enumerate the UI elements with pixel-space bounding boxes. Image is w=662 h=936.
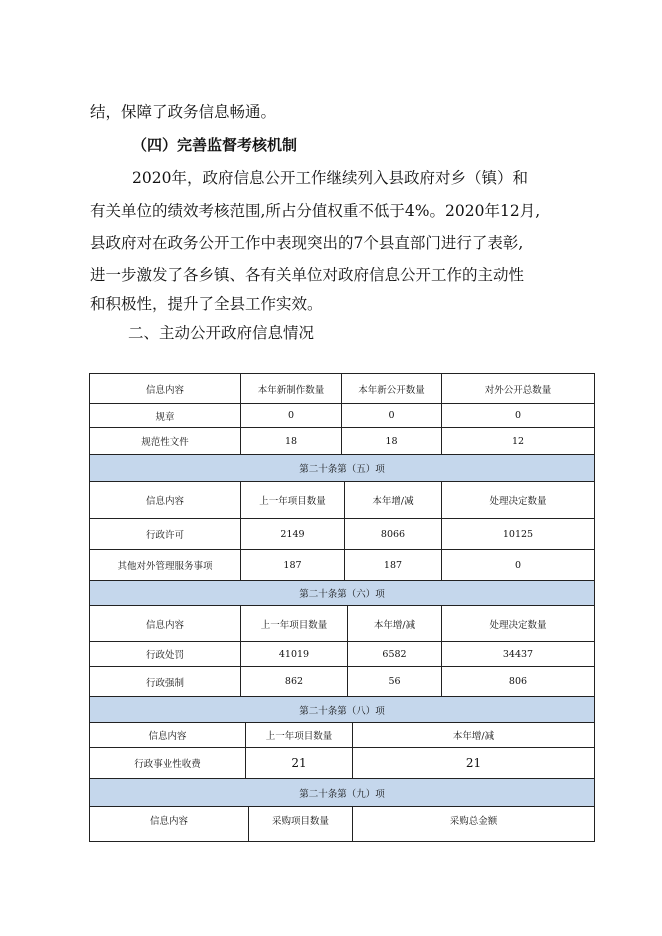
table-cell: 0 xyxy=(240,403,342,428)
table-header-cell: 上一年项目数量 xyxy=(245,722,353,748)
table-header-cell: 本年新制作数量 xyxy=(240,373,342,404)
table-header-cell: 信息内容 xyxy=(89,481,241,519)
table-header-cell: 处理决定数量 xyxy=(441,605,595,642)
table-cell: 34437 xyxy=(441,641,595,667)
section-heading-2: 二、主动公开政府信息情况 xyxy=(128,324,315,342)
table-header-cell: 本年增/减 xyxy=(347,605,442,642)
table-cell: 41019 xyxy=(240,641,348,667)
table-cell: 6582 xyxy=(347,641,442,667)
table-cell: 12 xyxy=(441,427,595,455)
table-header-cell: 处理决定数量 xyxy=(441,481,595,519)
table-cell: 0 xyxy=(441,549,595,581)
paragraph-line: 2020年，政府信息公开工作继续列入县政府对乡（镇）和 xyxy=(132,169,528,187)
section-title-row: 第二十条第（五）项 xyxy=(89,454,595,482)
table-cell: 规章 xyxy=(89,403,241,428)
table-cell: 10125 xyxy=(441,518,595,550)
table-header-cell: 上一年项目数量 xyxy=(240,481,345,519)
table-cell: 行政处罚 xyxy=(89,641,241,667)
table-cell: 规范性文件 xyxy=(89,427,241,455)
section-title-row: 第二十条第（八）项 xyxy=(89,696,595,723)
table-cell: 行政许可 xyxy=(89,518,241,550)
table-cell: 806 xyxy=(441,666,595,697)
table-cell: 行政事业性收费 xyxy=(89,747,246,779)
section-title-row: 第二十条第（九）项 xyxy=(89,778,595,807)
table-cell: 2149 xyxy=(240,518,345,550)
table-cell: 21 xyxy=(352,747,595,779)
paragraph-line: 进一步激发了各乡镇、各有关单位对政府信息公开工作的主动性 xyxy=(90,266,525,284)
table-header-cell: 信息内容 xyxy=(89,373,241,404)
section-heading-4: （四）完善监督考核机制 xyxy=(132,136,298,154)
table-header-cell: 本年增/减 xyxy=(352,722,595,748)
table-header-cell: 采购总金额 xyxy=(352,806,595,842)
table-header-cell: 对外公开总数量 xyxy=(441,373,595,404)
table-header-cell: 本年增/减 xyxy=(344,481,442,519)
table-cell: 行政强制 xyxy=(89,666,241,697)
table-header-cell: 信息内容 xyxy=(89,605,241,642)
table-header-cell: 信息内容 xyxy=(89,722,246,748)
paragraph-line: 结，保障了政务信息畅通。 xyxy=(90,103,277,121)
table-cell: 18 xyxy=(341,427,442,455)
table-cell: 862 xyxy=(240,666,348,697)
table-cell: 56 xyxy=(347,666,442,697)
section-title-row: 第二十条第（六）项 xyxy=(89,580,595,606)
table-header-cell: 本年新公开数量 xyxy=(341,373,442,404)
paragraph-line: 和积极性，提升了全县工作实效。 xyxy=(90,295,323,313)
paragraph-line: 县政府对在政务公开工作中表现突出的7个县直部门进行了表彰, xyxy=(90,234,524,252)
table-cell: 0 xyxy=(341,403,442,428)
table-header-cell: 采购项目数量 xyxy=(248,806,353,842)
table-cell: 18 xyxy=(240,427,342,455)
table-cell: 187 xyxy=(240,549,345,581)
paragraph-line: 有关单位的绩效考核范围,所占分值权重不低于4%。2020年12月, xyxy=(90,202,541,220)
table-cell: 8066 xyxy=(344,518,442,550)
table-cell: 21 xyxy=(245,747,353,779)
table-header-cell: 信息内容 xyxy=(89,806,249,842)
table-cell: 其他对外管理服务事项 xyxy=(89,549,241,581)
table-cell: 0 xyxy=(441,403,595,428)
table-cell: 187 xyxy=(344,549,442,581)
table-header-cell: 上一年项目数量 xyxy=(240,605,348,642)
